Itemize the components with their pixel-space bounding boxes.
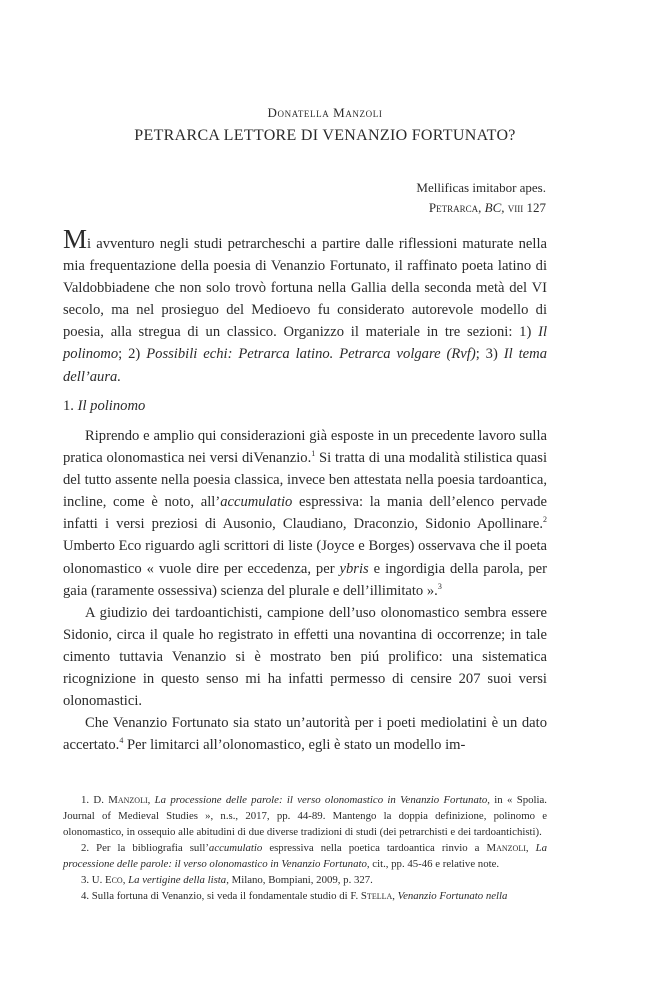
section-ref-2: Possibili echi: Petrarca latino. Petrarca volgare (Rvf): [146, 346, 476, 363]
footnote-ref: 2: [543, 515, 547, 525]
footnote-4: [63, 888, 547, 904]
footnote-title: La vertigine della lista: [128, 874, 227, 886]
paragraph-1: [63, 425, 547, 602]
footnote-text: ,: [147, 794, 155, 806]
section-title: Il polinomo: [77, 398, 146, 414]
paragraph-3: [63, 712, 547, 756]
drop-cap: M: [63, 224, 88, 254]
epigraph-work: BC,: [484, 200, 505, 215]
footnotes: [63, 792, 547, 904]
emphasis: accumulatio: [220, 494, 293, 511]
intro-paragraph: [63, 224, 548, 388]
footnote-text: , Milano, Bompiani, 2009, p. 327.: [226, 874, 373, 886]
footnote-title: Venanzio Fortunato nella: [397, 890, 508, 902]
section-number: 1.: [63, 398, 78, 414]
footnote-text: ,: [392, 890, 398, 902]
paragraph-text: Per limitarci all’olonomastico, egli è stato un modello im-: [123, 737, 466, 754]
paragraph-2: A giudizio dei tardoantichisti, campione dell’uso olonomastico sembra essere Sidonio, circa il quale ho registrato in effetti una novantina di occorrenze; in tale cimento tuttavia Venanzio si è mostrato ben piú prolifico: una sistematica ricognizione in questo senso mi ha infatti permesso di censire 207 suoi versi olonomastici.: [63, 604, 547, 710]
paragraph-text: Si tratta di una modalità stilistica quasi del tutto assente nella poesia classica, invece ben attestata nella poesia tardoantica, incline, come è noto, all’: [63, 450, 547, 511]
article-title: PETRARCA LETTORE DI VENANZIO FORTUNATO?: [134, 127, 516, 144]
footnote-author: Stella: [360, 890, 393, 902]
intro-text: i avventuro negli studi petrarcheschi a partire dalle riflessioni maturate nella mia frequentazione della poesia di Venanzio Fortunato, il raffinato poeta latino di Valdobbiadene che non solo trovò fortuna nella Gallia della seconda metà del VI secolo, ma nel prosieguo del Medioevo fu considerato autorevole modello di poesia, alla stregua di un classico. Organizzo il materiale in tre sezioni: 1): [63, 236, 547, 341]
author-name: Donatella Manzoli: [267, 105, 383, 120]
epigraph-author: Petrarca,: [428, 200, 482, 215]
footnote-ref: 4: [119, 736, 124, 746]
section-heading: [63, 398, 145, 415]
paragraph-text: e ingordigia della parola, per gaia (raramente ossessiva) scienza del plurale e dell’illimitato ».: [63, 560, 547, 599]
footnote-title: La processione delle parole: il verso olonomastico in Venanzio Fortunato: [154, 794, 488, 806]
section-body: [63, 425, 547, 756]
footnote-text: ,: [525, 842, 536, 854]
section-ref-1: Il polinomo: [63, 324, 547, 363]
intro-sep-1: ; 2): [118, 346, 147, 363]
intro-sep-2: ; 3): [475, 346, 504, 363]
section-ref-3: Il tema dell’aura.: [63, 346, 548, 385]
footnote-text: , in « Spolia. Journal of Medieval Studies », n.s., 2017, pp. 44-89. Mantengo la doppia definizione, polinomo e olonomastico, in ossequio alle abitudini di due diverse tradizioni di studi (dei petrarchisti e dei tardoantichisti).: [63, 794, 548, 838]
footnote-ref: 3: [437, 581, 442, 591]
footnote-text: 4. Sulla fortuna di Venanzio, si veda il fondamentale studio di F.: [81, 890, 361, 902]
emphasis: accumulatio: [208, 842, 263, 854]
footnote-ref: 1: [311, 449, 316, 459]
footnote-text: 2. Per la bibliografia sull’: [81, 842, 209, 854]
footnote-1: [63, 792, 547, 840]
footnote-author: Manzoli: [486, 842, 526, 854]
footnote-3: [63, 872, 547, 888]
footnote-text: , cit., pp. 45-46 e relative note.: [366, 858, 500, 870]
paragraph-text: Riprendo e amplio qui considerazioni già esposte in un precedente lavoro sulla pratica olonomastica nei versi diVenanzio.: [63, 428, 547, 467]
epigraph-attribution: [416, 198, 546, 218]
footnote-author: Manzoli: [108, 794, 148, 806]
footnote-text: ,: [122, 874, 129, 886]
footnote-text: 1. D.: [81, 794, 109, 806]
emphasis: ybris: [339, 560, 369, 577]
footnote-text: 3. U.: [81, 874, 105, 886]
epigraph-quote: Mellificas imitabor apes.: [416, 180, 546, 195]
paragraph-text: Umberto Eco riguardo agli scrittori di liste (Joyce e Borges) osservava che il poeta olonomastico « vuole dire per eccedenza, per: [63, 538, 547, 577]
paragraph-text: espressiva: la mania dell’elenco pervade infatti i versi preziosi di Ausonio, Claudiano, Draconzio, Sidonio Apollinare.: [63, 494, 547, 533]
footnote-text: espressiva nella poetica tardoantica rinvio a: [262, 842, 487, 854]
epigraph-location: viii 127: [507, 200, 546, 215]
footnote-title: La processione delle parole: il verso olonomastico in Venanzio Fortunato: [63, 842, 547, 870]
epigraph: [416, 178, 546, 218]
paragraph-text: Che Venanzio Fortunato sia stato un’autorità per i poeti mediolatini è un dato accertato.: [63, 715, 547, 754]
footnote-2: [63, 840, 547, 872]
footnote-author: Eco: [105, 874, 123, 886]
